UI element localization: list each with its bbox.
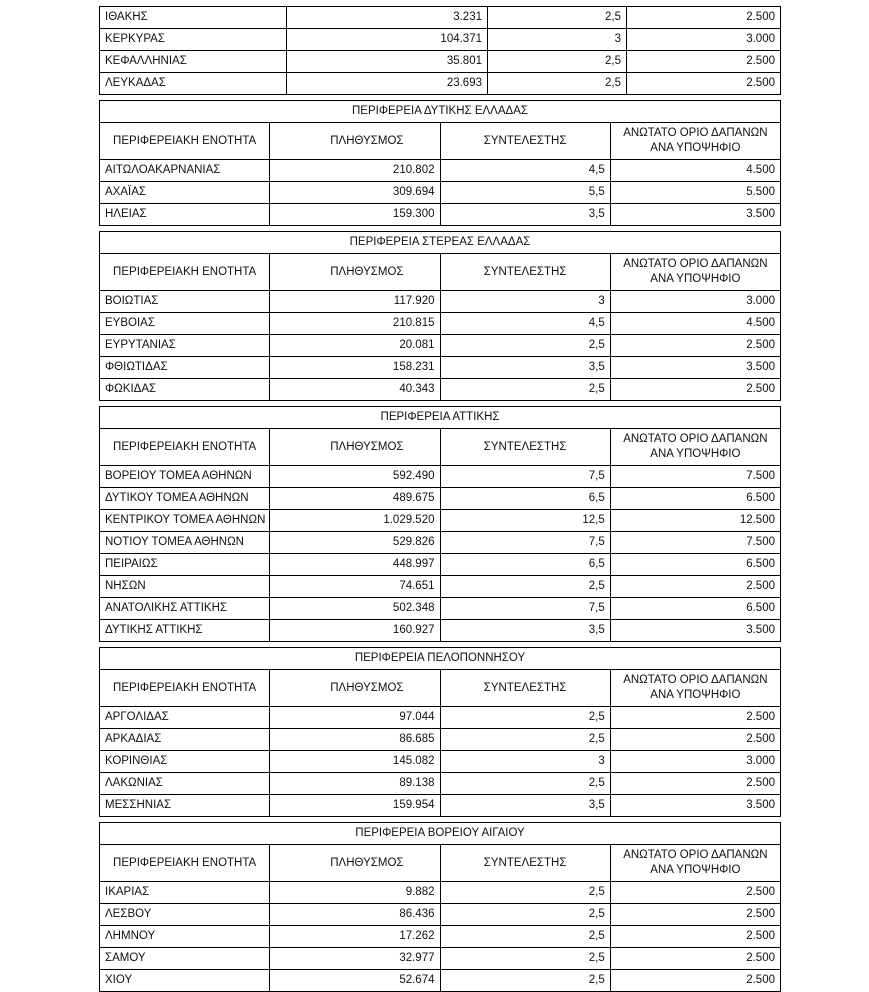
population-cell: 502.348 [270,598,440,620]
unit-name-cell: ΜΕΣΣΗΝΙΑΣ [100,795,270,817]
region-table [99,822,781,992]
unit-name-cell: ΔΥΤΙΚΗΣ ΑΤΤΙΚΗΣ [100,620,270,642]
table-row [100,160,781,182]
coefficient-cell: 3,5 [440,795,610,817]
header-unit: ΠΕΡΙΦΕΡΕΙΑΚΗ ΕΝΟΤΗΤΑ [100,429,270,466]
population-cell: 20.081 [270,335,440,357]
header-unit: ΠΕΡΙΦΕΡΕΙΑΚΗ ΕΝΟΤΗΤΑ [100,123,270,160]
max-spend-cell: 2.500 [610,904,780,926]
unit-name-cell: ΛΗΜΝΟΥ [100,926,270,948]
table-row [100,204,781,226]
table-row [100,882,781,904]
population-cell: 160.927 [270,620,440,642]
coefficient-cell: 2,5 [440,926,610,948]
max-spend-cell: 7.500 [610,532,780,554]
unit-name-cell: ΝΗΣΩΝ [100,576,270,598]
table-row [100,576,781,598]
header-max-spend: ΑΝΩΤΑΤΟ ΟΡΙΟ ΔΑΠΑΝΩΝ ΑΝΑ ΥΠΟΨΗΦΙΟ [610,670,780,707]
max-spend-cell: 2.500 [610,948,780,970]
document-page [99,6,781,992]
coefficient-cell: 2,5 [440,379,610,401]
coefficient-cell: 2,5 [488,73,627,95]
max-spend-cell: 2.500 [610,335,780,357]
table-row [100,926,781,948]
max-spend-cell: 3.500 [610,795,780,817]
header-population: ΠΛΗΘΥΣΜΟΣ [270,254,440,291]
coefficient-cell: 2,5 [440,576,610,598]
unit-name-cell: ΚΟΡΙΝΘΙΑΣ [100,751,270,773]
max-spend-cell: 3.000 [627,29,781,51]
table-row [100,73,781,95]
max-spend-cell: 2.500 [610,576,780,598]
population-cell: 40.343 [270,379,440,401]
population-cell: 309.694 [270,182,440,204]
population-cell: 17.262 [270,926,440,948]
max-spend-cell: 7.500 [610,466,780,488]
max-spend-cell: 2.500 [610,707,780,729]
unit-name-cell: ΠΕΙΡΑΙΩΣ [100,554,270,576]
table-row [100,313,781,335]
header-coefficient: ΣΥΝΤΕΛΕΣΤΗΣ [440,254,610,291]
coefficient-cell: 3,5 [440,357,610,379]
coefficient-cell: 3,5 [440,204,610,226]
unit-name-cell: ΑΝΑΤΟΛΙΚΗΣ ΑΤΤΙΚΗΣ [100,598,270,620]
unit-name-cell: ΗΛΕΙΑΣ [100,204,270,226]
population-cell: 23.693 [287,73,488,95]
coefficient-cell: 7,5 [440,466,610,488]
coefficient-cell: 3 [488,29,627,51]
header-population: ΠΛΗΘΥΣΜΟΣ [270,429,440,466]
table-row [100,182,781,204]
unit-name-cell: ΛΕΣΒΟΥ [100,904,270,926]
max-spend-cell: 2.500 [610,926,780,948]
max-spend-cell: 4.500 [610,313,780,335]
coefficient-cell: 4,5 [440,313,610,335]
region-title-row [100,823,781,845]
coefficient-cell: 2,5 [440,970,610,992]
top-table [99,6,781,95]
unit-name-cell: ΕΥΡΥΤΑΝΙΑΣ [100,335,270,357]
max-spend-cell: 3.000 [610,751,780,773]
population-cell: 592.490 [270,466,440,488]
population-cell: 1.029.520 [270,510,440,532]
max-spend-cell: 5.500 [610,182,780,204]
table-row [100,51,781,73]
region-table [99,647,781,817]
coefficient-cell: 2,5 [440,948,610,970]
header-max-spend: ΑΝΩΤΑΤΟ ΟΡΙΟ ΔΑΠΑΝΩΝ ΑΝΑ ΥΠΟΨΗΦΙΟ [610,123,780,160]
table-row [100,554,781,576]
region-title: ΠΕΡΙΦΕΡΕΙΑ ΑΤΤΙΚΗΣ [100,407,781,429]
unit-name-cell: ΑΡΚΑΔΙΑΣ [100,729,270,751]
unit-name-cell: ΚΕΡΚΥΡΑΣ [100,29,287,51]
header-unit: ΠΕΡΙΦΕΡΕΙΑΚΗ ΕΝΟΤΗΤΑ [100,254,270,291]
max-spend-cell: 2.500 [627,51,781,73]
coefficient-cell: 2,5 [488,51,627,73]
population-cell: 3.231 [287,7,488,29]
column-header-row [100,429,781,466]
max-spend-cell: 12.500 [610,510,780,532]
table-row [100,510,781,532]
population-cell: 159.954 [270,795,440,817]
population-cell: 97.044 [270,707,440,729]
header-max-spend: ΑΝΩΤΑΤΟ ΟΡΙΟ ΔΑΠΑΝΩΝ ΑΝΑ ΥΠΟΨΗΦΙΟ [610,254,780,291]
coefficient-cell: 6,5 [440,488,610,510]
max-spend-cell: 3.500 [610,620,780,642]
unit-name-cell: ΙΘΑΚΗΣ [100,7,287,29]
population-cell: 52.674 [270,970,440,992]
coefficient-cell: 2,5 [440,904,610,926]
region-title: ΠΕΡΙΦΕΡΕΙΑ ΔΥΤΙΚΗΣ ΕΛΛΑΔΑΣ [100,101,781,123]
population-cell: 86.436 [270,904,440,926]
table-row [100,291,781,313]
coefficient-cell: 12,5 [440,510,610,532]
population-cell: 89.138 [270,773,440,795]
region-title: ΠΕΡΙΦΕΡΕΙΑ ΠΕΛΟΠΟΝΝΗΣΟΥ [100,648,781,670]
column-header-row [100,670,781,707]
table-row [100,795,781,817]
coefficient-cell: 4,5 [440,160,610,182]
population-cell: 74.651 [270,576,440,598]
max-spend-cell: 3.500 [610,357,780,379]
unit-name-cell: ΑΡΓΟΛΙΔΑΣ [100,707,270,729]
population-cell: 210.815 [270,313,440,335]
population-cell: 104.371 [287,29,488,51]
table-row [100,29,781,51]
coefficient-cell: 2,5 [440,335,610,357]
unit-name-cell: ΣΑΜΟΥ [100,948,270,970]
population-cell: 529.826 [270,532,440,554]
header-coefficient: ΣΥΝΤΕΛΕΣΤΗΣ [440,123,610,160]
population-cell: 448.997 [270,554,440,576]
max-spend-cell: 2.500 [610,379,780,401]
table-row [100,948,781,970]
unit-name-cell: ΛΑΚΩΝΙΑΣ [100,773,270,795]
table-row [100,729,781,751]
coefficient-cell: 2,5 [488,7,627,29]
region-title-row [100,648,781,670]
coefficient-cell: 7,5 [440,532,610,554]
coefficient-cell: 2,5 [440,707,610,729]
coefficient-cell: 7,5 [440,598,610,620]
unit-name-cell: ΔΥΤΙΚΟΥ ΤΟΜΕΑ ΑΘΗΝΩΝ [100,488,270,510]
unit-name-cell: ΑΙΤΩΛΟΑΚΑΡΝΑΝΙΑΣ [100,160,270,182]
unit-name-cell: ΝΟΤΙΟΥ ΤΟΜΕΑ ΑΘΗΝΩΝ [100,532,270,554]
coefficient-cell: 3 [440,291,610,313]
population-cell: 86.685 [270,729,440,751]
region-title-row [100,232,781,254]
population-cell: 145.082 [270,751,440,773]
header-max-spend: ΑΝΩΤΑΤΟ ΟΡΙΟ ΔΑΠΑΝΩΝ ΑΝΑ ΥΠΟΨΗΦΙΟ [610,429,780,466]
header-unit: ΠΕΡΙΦΕΡΕΙΑΚΗ ΕΝΟΤΗΤΑ [100,670,270,707]
table-row [100,488,781,510]
region-table [99,100,781,226]
table-row [100,7,781,29]
table-row [100,598,781,620]
coefficient-cell: 6,5 [440,554,610,576]
unit-name-cell: ΧΙΟΥ [100,970,270,992]
unit-name-cell: ΚΕΦΑΛΛΗΝΙΑΣ [100,51,287,73]
max-spend-cell: 6.500 [610,554,780,576]
coefficient-cell: 3,5 [440,620,610,642]
max-spend-cell: 3.000 [610,291,780,313]
population-cell: 32.977 [270,948,440,970]
unit-name-cell: ΒΟΡΕΙΟΥ ΤΟΜΕΑ ΑΘΗΝΩΝ [100,466,270,488]
max-spend-cell: 6.500 [610,598,780,620]
unit-name-cell: ΛΕΥΚΑΔΑΣ [100,73,287,95]
table-row [100,379,781,401]
table-row [100,904,781,926]
region-title: ΠΕΡΙΦΕΡΕΙΑ ΒΟΡΕΙΟΥ ΑΙΓΑΙΟΥ [100,823,781,845]
population-cell: 35.801 [287,51,488,73]
unit-name-cell: ΚΕΝΤΡΙΚΟΥ ΤΟΜΕΑ ΑΘΗΝΩΝ [100,510,270,532]
population-cell: 159.300 [270,204,440,226]
max-spend-cell: 2.500 [610,882,780,904]
max-spend-cell: 2.500 [627,73,781,95]
region-table [99,231,781,401]
region-title-row [100,407,781,429]
table-row [100,707,781,729]
header-max-spend: ΑΝΩΤΑΤΟ ΟΡΙΟ ΔΑΠΑΝΩΝ ΑΝΑ ΥΠΟΨΗΦΙΟ [610,845,780,882]
population-cell: 210.802 [270,160,440,182]
coefficient-cell: 5,5 [440,182,610,204]
unit-name-cell: ΦΘΙΩΤΙΔΑΣ [100,357,270,379]
header-population: ΠΛΗΘΥΣΜΟΣ [270,670,440,707]
table-row [100,466,781,488]
region-table [99,406,781,642]
unit-name-cell: ΑΧΑΪΑΣ [100,182,270,204]
table-row [100,970,781,992]
region-title: ΠΕΡΙΦΕΡΕΙΑ ΣΤΕΡΕΑΣ ΕΛΛΑΔΑΣ [100,232,781,254]
population-cell: 9.882 [270,882,440,904]
header-coefficient: ΣΥΝΤΕΛΕΣΤΗΣ [440,429,610,466]
population-cell: 117.920 [270,291,440,313]
header-population: ΠΛΗΘΥΣΜΟΣ [270,123,440,160]
max-spend-cell: 3.500 [610,204,780,226]
unit-name-cell: ΒΟΙΩΤΙΑΣ [100,291,270,313]
max-spend-cell: 2.500 [610,729,780,751]
header-coefficient: ΣΥΝΤΕΛΕΣΤΗΣ [440,845,610,882]
unit-name-cell: ΙΚΑΡΙΑΣ [100,882,270,904]
header-unit: ΠΕΡΙΦΕΡΕΙΑΚΗ ΕΝΟΤΗΤΑ [100,845,270,882]
header-coefficient: ΣΥΝΤΕΛΕΣΤΗΣ [440,670,610,707]
table-row [100,751,781,773]
table-row [100,357,781,379]
unit-name-cell: ΕΥΒΟΙΑΣ [100,313,270,335]
header-population: ΠΛΗΘΥΣΜΟΣ [270,845,440,882]
coefficient-cell: 2,5 [440,729,610,751]
column-header-row [100,254,781,291]
coefficient-cell: 2,5 [440,882,610,904]
population-cell: 158.231 [270,357,440,379]
coefficient-cell: 3 [440,751,610,773]
max-spend-cell: 4.500 [610,160,780,182]
table-row [100,620,781,642]
coefficient-cell: 2,5 [440,773,610,795]
unit-name-cell: ΦΩΚΙΔΑΣ [100,379,270,401]
table-row [100,335,781,357]
max-spend-cell: 2.500 [627,7,781,29]
region-title-row [100,101,781,123]
column-header-row [100,123,781,160]
population-cell: 489.675 [270,488,440,510]
table-row [100,773,781,795]
max-spend-cell: 2.500 [610,773,780,795]
column-header-row [100,845,781,882]
max-spend-cell: 2.500 [610,970,780,992]
table-row [100,532,781,554]
max-spend-cell: 6.500 [610,488,780,510]
